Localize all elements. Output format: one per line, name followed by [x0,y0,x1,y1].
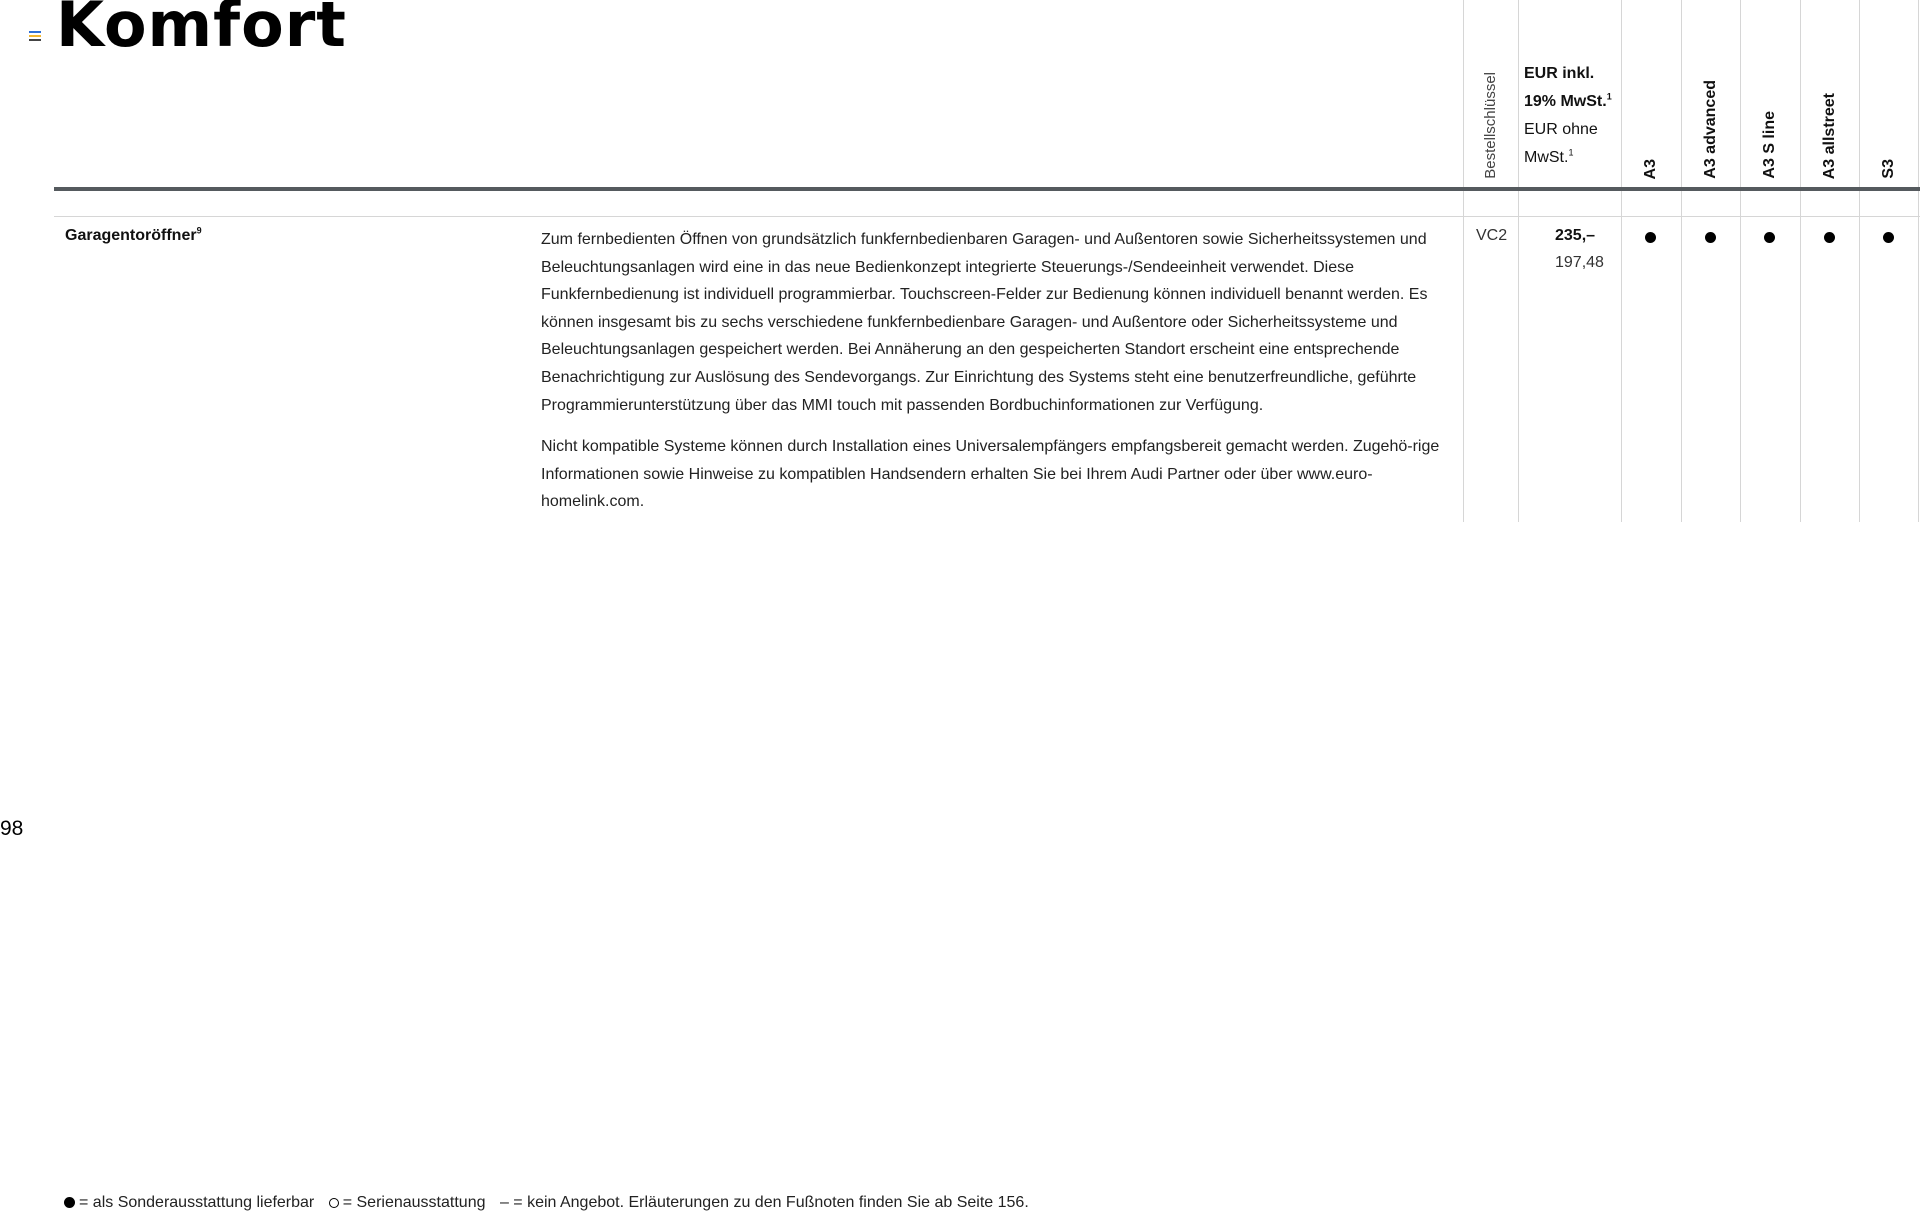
column-header-order-key: Bestellschlüssel [1482,72,1499,179]
filled-dot-icon [64,1197,75,1208]
price-excl-label-line-1: EUR ohne [1524,121,1598,138]
price-incl-header-2 [1524,88,1612,116]
row-title [65,227,202,245]
price-incl-vat: 235,– [1555,227,1596,244]
menu-icon-line-3 [29,39,41,41]
column-divider [1800,0,1801,522]
footnote-ref: 1 [1568,147,1574,158]
column-divider [1463,0,1464,522]
row-title-text: Garagentoröffner [65,227,197,244]
availability-dot-s3 [1883,232,1894,243]
price-incl-label-line-2: 19% MwSt. [1524,93,1607,110]
description-paragraph: Nicht kompatible Systeme können durch Installation eines Universalempfängers empfangsbereit gemacht werden. Zugehö-rige Informationen sowie Hinweise zu kompatiblen Handsendern erhalten Sie bei Ihrem Audi Partner oder über www.euro-homelink.com. [541,438,1440,511]
column-header-price [1524,60,1612,172]
column-header-a3: A3 [1642,158,1659,179]
open-circle-icon [329,1198,339,1208]
row-title-footnote: 9 [196,225,202,236]
availability-dot-a3-allstreet [1824,232,1835,243]
menu-icon[interactable] [29,31,41,41]
column-header-s3: S3 [1880,159,1897,179]
column-divider [1681,0,1682,522]
availability-dot-a3 [1645,232,1656,243]
column-header-a3-advanced: A3 advanced [1702,80,1719,179]
order-code: VC2 [1476,227,1508,244]
availability-dot-a3-advanced [1705,232,1716,243]
availability-dot-a3-s-line [1764,232,1775,243]
footnote-ref: 1 [1606,91,1612,102]
description-paragraph: Zum fernbedienten Öffnen von grundsätzlich funkfernbedienbaren Garagen- und Außentoren sowie Sicherheitssystemen und Beleuchtungsanlagen wird eine in das neue Bedienkonzept integrierte Steuerungs-/Sendeeinheit verwendet. Diese Funkfernbedienung ist individuell programmierbar. Touchscreen-Felder zur Bedienung können individuell benannt werden. Es können insgesamt bis zu sechs verschiedene funkfernbedienbare Garagen- und Außentore oder Sicherheitssysteme und Beleuchtungsanlagen gespeichert werden. Bei Annäherung an den gespeicherten Standort erscheint eine entsprechende Benachrichtigung zur Auslösung des Sendevorgangs. Zur Einrichtung des Systems steht eine benutzerfreundliche, geführte Programmierunterstützung über das MMI touch mit passenden Bordbuchinformationen zur Verfügung. [541,231,1428,414]
price-excl-vat: 197,48 [1555,254,1604,271]
row-description [541,226,1459,530]
price-incl-label-line-1: EUR inkl. [1524,65,1595,82]
page-title: Komfort [56,0,347,61]
price-excl-header-2 [1524,144,1612,172]
column-divider [1621,0,1622,522]
price-excl-label-line-2: MwSt. [1524,149,1569,166]
column-divider [1518,0,1519,522]
page-number: 98 [0,817,24,840]
table-header-rule [54,187,1920,191]
menu-icon-line-1 [29,31,41,33]
column-divider [1859,0,1860,522]
column-divider [1740,0,1741,522]
legend [64,1194,1029,1212]
column-header-a3-s-line: A3 S line [1761,111,1778,179]
column-header-a3-allstreet: A3 allstreet [1821,92,1838,179]
legend-none: – = kein Angebot. Erläuterungen zu den Fußnoten finden Sie ab Seite 156. [499,1194,1029,1211]
price-incl-header [1524,60,1612,88]
menu-icon-line-2 [29,35,41,37]
legend-optional: = als Sonderausstattung lieferbar [79,1194,315,1211]
legend-standard: = Serienausstattung [342,1194,486,1211]
price-excl-header [1524,116,1612,144]
table-row-rule [54,216,1920,217]
column-divider [1918,0,1919,522]
